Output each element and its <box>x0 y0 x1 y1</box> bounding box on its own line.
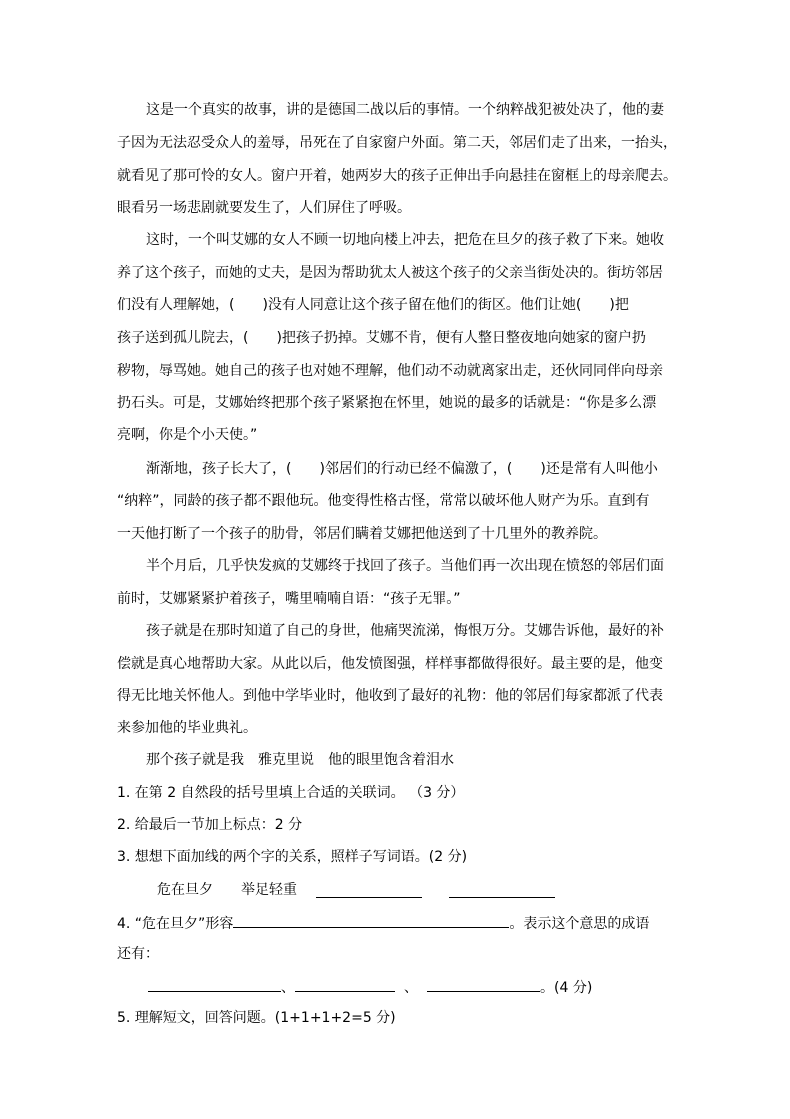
question-4 <box>117 912 649 934</box>
answer-blank[interactable] <box>427 976 540 992</box>
question-4-line2: 还有： <box>117 946 159 962</box>
passage-line: 亮啊，你是个小天使。” <box>117 427 258 443</box>
question-3: 3. 想想下面加线的两个字的关系，照样子写词语。(2 分) <box>117 849 468 865</box>
question-5: 5. 理解短文，回答问题。(1+1+1+2=5 分) <box>117 1010 396 1026</box>
passage-line: 一天他打断了一个孩子的肋骨，邻居们瞒着艾娜把他送到了十几里外的教养院。 <box>117 526 607 542</box>
passage-line: 半个月后，几乎快发疯的艾娜终于找回了孩子。当他们再一次出现在愤怒的邻居们面 <box>146 558 664 574</box>
passage-line: 孩子送到孤儿院去，( )把孩子扔掉。艾娜不肯，便有人整日整夜地向她家的窗户扔 <box>117 330 646 346</box>
answer-blank[interactable] <box>295 976 395 992</box>
question-1: 1. 在第 2 自然段的括号里填上合适的关联词。 （3 分） <box>117 785 465 801</box>
question-4-prefix: 4. “危在旦夕”形容 <box>117 916 234 932</box>
passage-line: 就看见了那可怜的女人。窗户开着，她两岁大的孩子正伸出手向悬挂在窗框上的母亲爬去。 <box>117 168 677 184</box>
passage-line-unpunctuated: 那个孩子就是我 雅克里说 他的眼里饱含着泪水 <box>146 752 454 768</box>
passage-line: “纳粹”，同龄的孩子都不跟他玩。他变得性格古怪，常常以破坏他人财产为乐。直到有 <box>117 493 650 509</box>
example-words: 危在旦夕 举足轻重 <box>157 882 297 898</box>
passage-line: 扔石头。可是，艾娜始终把那个孩子紧紧抱在怀里，她说的最多的话就是：“你是多么漂 <box>117 395 657 411</box>
question-4-blanks <box>148 976 592 998</box>
separator: 、 <box>281 980 295 996</box>
question-3-examples <box>157 880 297 900</box>
passage-line: 子因为无法忍受众人的羞辱，吊死在了自家窗户外面。第二天，邻居们走了出来，一抬头， <box>117 135 677 151</box>
answer-blank[interactable] <box>449 882 555 898</box>
passage-line: 前时，艾娜紧紧护着孩子，嘴里喃喃自语：“孩子无罪。” <box>117 591 461 607</box>
question-4-score: 。(4 分) <box>540 980 593 996</box>
answer-blank[interactable] <box>316 882 422 898</box>
passage-line: 养了这个孩子，而她的丈夫，是因为帮助犹太人被这个孩子的父亲当街处决的。街坊邻居 <box>117 265 663 281</box>
answer-blank[interactable] <box>148 976 281 992</box>
passage-line: 偿就是真心地帮助大家。从此以后，他发愤图强，样样事都做得很好。最主要的是，他变 <box>117 656 663 672</box>
question-2: 2. 给最后一节加上标点：2 分 <box>117 817 303 833</box>
passage-line: 得无比地关怀他人。到他中学毕业时，他收到了最好的礼物：他的邻居们每家都派了代表 <box>117 688 663 704</box>
passage-line: 这是一个真实的故事，讲的是德国二战以后的事情。一个纳粹战犯被处决了，他的妻 <box>146 102 664 118</box>
passage-line: 孩子就是在那时知道了自己的身世，他痛哭流涕，悔恨万分。艾娜告诉他，最好的补 <box>146 623 664 639</box>
separator: 、 <box>404 980 418 996</box>
passage-line: 这时，一个叫艾娜的女人不顾一切地向楼上冲去，把危在旦夕的孩子救了下来。她收 <box>146 232 664 248</box>
passage-line: 眼看另一场悲剧就要发生了，人们屏住了呼吸。 <box>117 200 411 216</box>
passage-line: 们没有人理解她，( )没有人同意让这个孩子留在他们的街区。他们让她( )把 <box>117 297 629 313</box>
question-4-suffix: 。表示这个意思的成语 <box>509 916 650 932</box>
passage-line: 来参加他的毕业典礼。 <box>117 720 257 736</box>
passage-line: 渐渐地，孩子长大了，( )邻居们的行动已经不偏激了，( )还是常有人叫他小 <box>146 461 658 477</box>
answer-blank[interactable] <box>233 912 509 928</box>
passage-line: 秽物，辱骂她。她自己的孩子也对她不理解，他们动不动就离家出走，还伙同同伴向母亲 <box>117 363 663 379</box>
